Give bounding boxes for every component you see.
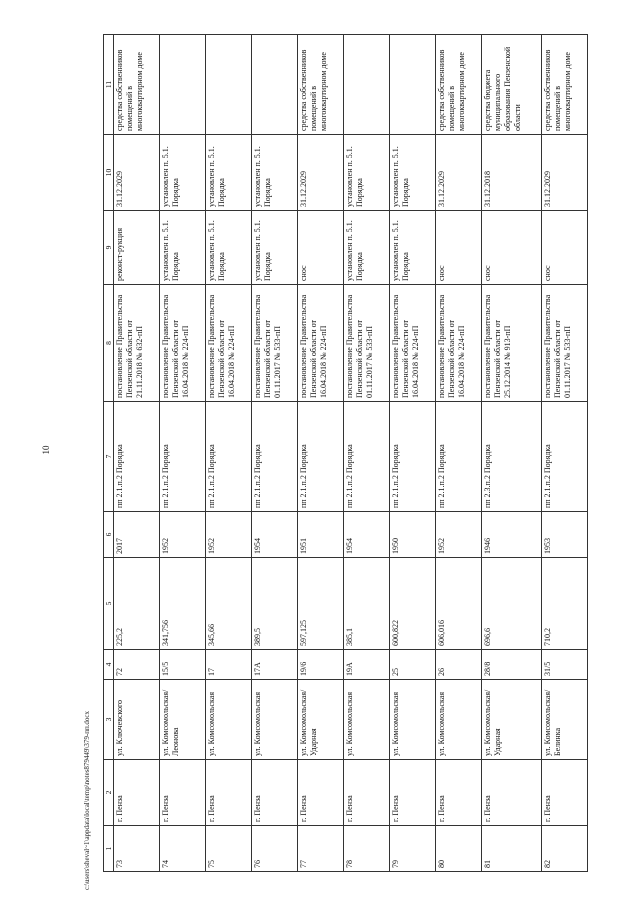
city-cell: г. Пенза	[206, 760, 252, 826]
street-cell: ул. Комсомольская	[390, 680, 436, 760]
method-cell: установлен п. 5.1. Порядка	[252, 211, 298, 285]
funding-cell	[160, 35, 206, 135]
area-cell: 710,2	[541, 558, 587, 650]
house-cell: 31/5	[541, 650, 587, 680]
year-cell: 1946	[482, 512, 542, 558]
column-number: 2	[104, 760, 114, 826]
funding-cell: средства собственников помещений в многоквартирном доме	[541, 35, 587, 135]
method-cell: снос	[482, 211, 542, 285]
page-number: 10	[41, 445, 51, 455]
city-cell: г. Пенза	[298, 760, 344, 826]
year-cell: 1952	[436, 512, 482, 558]
criteria-cell: пп 2.1.п.2 Порядка	[252, 402, 298, 512]
method-cell: установлен п. 5.1. Порядка	[160, 211, 206, 285]
house-cell: 19/6	[298, 650, 344, 680]
row-number: 82	[541, 826, 587, 872]
method-cell: установлен п. 5.1. Порядка	[206, 211, 252, 285]
column-number: 5	[104, 558, 114, 650]
area-cell: 225,2	[114, 558, 160, 650]
criteria-cell: пп 2.1.п.2 Порядка	[436, 402, 482, 512]
method-cell: снос	[298, 211, 344, 285]
act-cell: постановление Правительства Пензенской области от 01.11.2017 № 533-пП	[344, 285, 390, 402]
date-cell: 31.12.2018	[482, 135, 542, 211]
house-cell: 15/5	[160, 650, 206, 680]
city-cell: г. Пенза	[344, 760, 390, 826]
row-number: 76	[252, 826, 298, 872]
date-cell: установлен п. 5.1. Порядка	[252, 135, 298, 211]
act-cell: постановление Правительства Пензенской области от 16.04.2018 № 224-пП	[436, 285, 482, 402]
act-cell: постановление Правительства Пензенской области от 01.11.2017 № 533-пП	[252, 285, 298, 402]
area-cell: 606,016	[436, 558, 482, 650]
city-cell: г. Пенза	[390, 760, 436, 826]
funding-cell: средства собственников помещений в многоквартирном доме	[298, 35, 344, 135]
area-cell: 389,5	[252, 558, 298, 650]
year-cell: 1954	[252, 512, 298, 558]
method-cell: реконст-рукция	[114, 211, 160, 285]
house-cell: 26	[436, 650, 482, 680]
table-body	[104, 35, 588, 872]
street-cell: ул. Комсомольская	[436, 680, 482, 760]
column-number: 4	[104, 650, 114, 680]
act-cell: постановление Правительства Пензенской области от 16.04.2018 № 224-пП	[160, 285, 206, 402]
house-cell: 19А	[344, 650, 390, 680]
table-row	[252, 35, 298, 872]
act-cell: постановление Правительства Пензенской области от 25.12.2014 № 913-пП	[482, 285, 542, 402]
act-cell: постановление Правительства Пензенской области от 21.11.2018 № 632-пП	[114, 285, 160, 402]
column-number-row	[104, 35, 114, 872]
row-number: 75	[206, 826, 252, 872]
street-cell: ул. Комсомольская	[252, 680, 298, 760]
table-row	[114, 35, 160, 872]
table-row	[482, 35, 542, 872]
row-number: 78	[344, 826, 390, 872]
date-cell: 31.12.2029	[436, 135, 482, 211]
city-cell: г. Пенза	[252, 760, 298, 826]
street-cell: ул. Комсомольская	[206, 680, 252, 760]
funding-cell	[206, 35, 252, 135]
row-number: 81	[482, 826, 542, 872]
house-cell: 17А	[252, 650, 298, 680]
table-row	[160, 35, 206, 872]
method-cell: снос	[541, 211, 587, 285]
criteria-cell: пп 2.1.п.2 Порядка	[390, 402, 436, 512]
house-cell: 17	[206, 650, 252, 680]
criteria-cell: пп 2.1.п.2 Порядка	[160, 402, 206, 512]
street-cell: ул. Комсомольская	[344, 680, 390, 760]
area-cell: 385,1	[344, 558, 390, 650]
criteria-cell: пп 2.1.п.2 Порядка	[344, 402, 390, 512]
street-cell: ул. Ключевского	[114, 680, 160, 760]
year-cell: 1952	[206, 512, 252, 558]
column-number: 7	[104, 402, 114, 512]
table-row	[390, 35, 436, 872]
criteria-cell: пп 2.1.п.2 Порядка	[206, 402, 252, 512]
area-cell: 345,66	[206, 558, 252, 650]
date-cell: 31.12.2029	[541, 135, 587, 211]
row-number: 74	[160, 826, 206, 872]
table-container	[103, 35, 588, 872]
act-cell: постановление Правительства Пензенской области от 16.04.2018 № 224-пП	[206, 285, 252, 402]
housing-table	[103, 34, 588, 872]
funding-cell: средства собственников помещений в многоквартирном доме	[436, 35, 482, 135]
house-cell: 72	[114, 650, 160, 680]
funding-cell	[390, 35, 436, 135]
column-number: 8	[104, 285, 114, 402]
row-number: 73	[114, 826, 160, 872]
house-cell: 28/8	[482, 650, 542, 680]
year-cell: 1951	[298, 512, 344, 558]
year-cell: 1950	[390, 512, 436, 558]
act-cell: постановление Правительства Пензенской области от 16.04.2018 № 224-пП	[390, 285, 436, 402]
date-cell: установлен п. 5.1. Порядка	[344, 135, 390, 211]
city-cell: г. Пенза	[541, 760, 587, 826]
area-cell: 600,822	[390, 558, 436, 650]
city-cell: г. Пенза	[436, 760, 482, 826]
date-cell: 31.12.2029	[298, 135, 344, 211]
method-cell: снос	[436, 211, 482, 285]
column-number: 11	[104, 35, 114, 135]
criteria-cell: пп 2.1.п.2 Порядка	[298, 402, 344, 512]
street-cell: ул. Комсомольская/ Ударная	[482, 680, 542, 760]
table-row	[206, 35, 252, 872]
row-number: 77	[298, 826, 344, 872]
year-cell: 1954	[344, 512, 390, 558]
column-number: 6	[104, 512, 114, 558]
area-cell: 597,125	[298, 558, 344, 650]
street-cell: ул. Комсомольская/ Ударная	[298, 680, 344, 760]
year-cell: 1952	[160, 512, 206, 558]
funding-cell: средства собственников помещений в многоквартирном доме	[114, 35, 160, 135]
column-number: 9	[104, 211, 114, 285]
criteria-cell: пп 2.3.п.2 Порядка	[482, 402, 542, 512]
table-row	[541, 35, 587, 872]
area-cell: 696,6	[482, 558, 542, 650]
criteria-cell: пп 2.1.п.2 Порядка	[114, 402, 160, 512]
city-cell: г. Пенза	[114, 760, 160, 826]
funding-cell: средства бюджета муниципального образования Пензенской области	[482, 35, 542, 135]
funding-cell	[344, 35, 390, 135]
act-cell: постановление Правительства Пензенской области от 16.04.2018 № 224-пП	[298, 285, 344, 402]
house-cell: 25	[390, 650, 436, 680]
funding-cell	[252, 35, 298, 135]
date-cell: 31.12.2029	[114, 135, 160, 211]
street-cell: ул. Комсомольская/ Леонова	[160, 680, 206, 760]
method-cell: установлен п. 5.1. Порядка	[344, 211, 390, 285]
table-row	[344, 35, 390, 872]
street-cell: ул. Комсомольская/ Белинка	[541, 680, 587, 760]
city-cell: г. Пенза	[160, 760, 206, 826]
column-number: 3	[104, 680, 114, 760]
date-cell: установлен п. 5.1. Порядка	[390, 135, 436, 211]
date-cell: установлен п. 5.1. Порядка	[160, 135, 206, 211]
area-cell: 341,756	[160, 558, 206, 650]
city-cell: г. Пенза	[482, 760, 542, 826]
column-number: 10	[104, 135, 114, 211]
row-number: 80	[436, 826, 482, 872]
act-cell: постановление Правительства Пензенской области от 01.11.2017 № 533-пП	[541, 285, 587, 402]
column-number: 1	[104, 826, 114, 872]
table-row	[298, 35, 344, 872]
table-row	[436, 35, 482, 872]
year-cell: 1953	[541, 512, 587, 558]
date-cell: установлен п. 5.1. Порядка	[206, 135, 252, 211]
file-path: c:\users\sheval~1\appdata\local\temp\notes879449\379-пп.docx	[83, 710, 91, 890]
criteria-cell: пп 2.1.п.2 Порядка	[541, 402, 587, 512]
row-number: 79	[390, 826, 436, 872]
method-cell: установлен п. 5.1. Порядка	[390, 211, 436, 285]
year-cell: 2017	[114, 512, 160, 558]
